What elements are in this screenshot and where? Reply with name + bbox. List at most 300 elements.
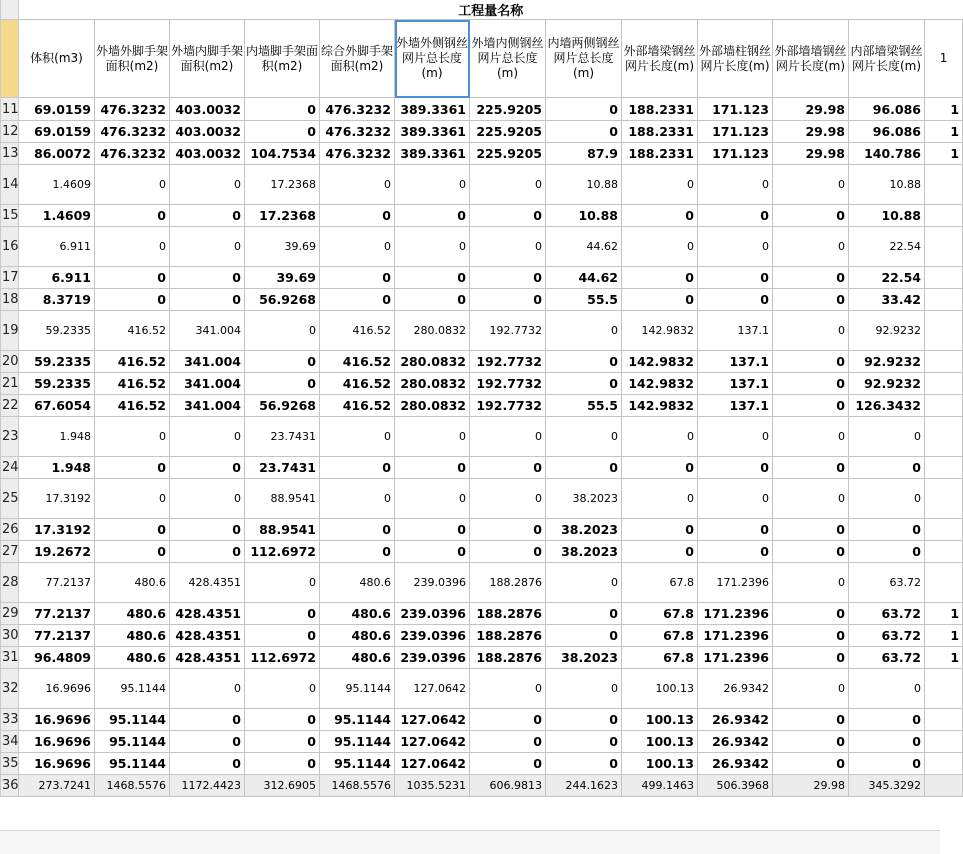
row-number[interactable]: 29 (1, 603, 19, 625)
cell[interactable]: 1 (925, 98, 963, 121)
cell[interactable]: 59.2335 (19, 351, 95, 373)
cell[interactable]: 0 (546, 351, 622, 373)
cell[interactable]: 0 (170, 289, 245, 311)
cell[interactable]: 38.2023 (546, 541, 622, 563)
cell[interactable]: 100.13 (622, 709, 698, 731)
row-number[interactable]: 22 (1, 395, 19, 417)
cell[interactable]: 104.7534 (245, 143, 320, 165)
cell[interactable]: 0 (698, 205, 773, 227)
cell[interactable]: 188.2331 (622, 121, 698, 143)
cell[interactable]: 0 (395, 479, 470, 519)
cell[interactable]: 225.9205 (470, 98, 546, 121)
cell[interactable]: 0 (849, 753, 925, 775)
cell[interactable]: 239.0396 (395, 647, 470, 669)
cell[interactable]: 0 (245, 669, 320, 709)
cell[interactable]: 0 (170, 479, 245, 519)
cell[interactable]: 0 (773, 541, 849, 563)
cell[interactable]: 341.004 (170, 311, 245, 351)
cell[interactable]: 389.3361 (395, 143, 470, 165)
cell[interactable]: 137.1 (698, 311, 773, 351)
cell[interactable]: 0 (170, 669, 245, 709)
cell[interactable]: 0 (773, 457, 849, 479)
cell[interactable]: 63.72 (849, 563, 925, 603)
cell[interactable]: 92.9232 (849, 311, 925, 351)
cell[interactable]: 499.1463 (622, 775, 698, 797)
column-header[interactable]: 1 (925, 20, 963, 98)
cell[interactable]: 0 (245, 98, 320, 121)
cell[interactable] (925, 395, 963, 417)
cell[interactable]: 44.62 (546, 267, 622, 289)
cell[interactable] (925, 541, 963, 563)
cell[interactable]: 1035.5231 (395, 775, 470, 797)
cell[interactable]: 0 (546, 709, 622, 731)
cell[interactable]: 55.5 (546, 395, 622, 417)
cell[interactable]: 127.0642 (395, 731, 470, 753)
cell[interactable]: 87.9 (546, 143, 622, 165)
cell[interactable]: 480.6 (95, 603, 170, 625)
column-header[interactable]: 体积(m3) (19, 20, 95, 98)
cell[interactable]: 0 (470, 519, 546, 541)
cell[interactable]: 95.1144 (95, 753, 170, 775)
cell[interactable]: 0 (773, 227, 849, 267)
cell[interactable]: 0 (245, 603, 320, 625)
cell[interactable]: 0 (698, 267, 773, 289)
cell[interactable]: 0 (698, 479, 773, 519)
sheet-title[interactable]: 工程量名称 (19, 0, 963, 20)
cell[interactable]: 0 (320, 205, 395, 227)
cell[interactable]: 171.2396 (698, 625, 773, 647)
cell[interactable] (925, 417, 963, 457)
cell[interactable]: 1.4609 (19, 205, 95, 227)
cell[interactable] (925, 351, 963, 373)
cell[interactable]: 17.3192 (19, 519, 95, 541)
cell[interactable]: 0 (622, 479, 698, 519)
cell[interactable]: 0 (395, 205, 470, 227)
cell[interactable]: 0 (95, 289, 170, 311)
cell[interactable]: 1172.4423 (170, 775, 245, 797)
cell[interactable]: 239.0396 (395, 625, 470, 647)
cell[interactable]: 0 (773, 351, 849, 373)
column-header[interactable]: 外墙内脚手架面积(m2) (170, 20, 245, 98)
cell[interactable]: 480.6 (95, 625, 170, 647)
cell[interactable]: 0 (622, 541, 698, 563)
cell[interactable]: 0 (170, 417, 245, 457)
row-number[interactable]: 11 (1, 98, 19, 121)
cell[interactable]: 345.3292 (849, 775, 925, 797)
cell[interactable]: 0 (245, 753, 320, 775)
cell[interactable]: 92.9232 (849, 351, 925, 373)
cell[interactable]: 0 (395, 267, 470, 289)
cell[interactable]: 26.9342 (698, 731, 773, 753)
cell[interactable]: 19.2672 (19, 541, 95, 563)
cell[interactable]: 0 (773, 267, 849, 289)
cell[interactable]: 403.0032 (170, 143, 245, 165)
cell[interactable]: 280.0832 (395, 373, 470, 395)
row-number[interactable]: 36 (1, 775, 19, 797)
row-number[interactable]: 28 (1, 563, 19, 603)
cell[interactable]: 0 (245, 709, 320, 731)
row-number[interactable]: 30 (1, 625, 19, 647)
cell[interactable]: 0 (773, 289, 849, 311)
cell[interactable]: 26.9342 (698, 709, 773, 731)
cell[interactable]: 0 (95, 227, 170, 267)
cell[interactable]: 10.88 (546, 165, 622, 205)
cell[interactable]: 0 (622, 205, 698, 227)
cell[interactable]: 0 (773, 669, 849, 709)
cell[interactable]: 416.52 (95, 351, 170, 373)
cell[interactable]: 0 (245, 731, 320, 753)
cell[interactable]: 0 (95, 417, 170, 457)
cell[interactable]: 428.4351 (170, 563, 245, 603)
cell[interactable]: 192.7732 (470, 395, 546, 417)
cell[interactable]: 476.3232 (320, 143, 395, 165)
cell[interactable]: 0 (849, 417, 925, 457)
cell[interactable]: 0 (170, 709, 245, 731)
cell[interactable]: 55.5 (546, 289, 622, 311)
cell[interactable]: 0 (849, 457, 925, 479)
cell[interactable]: 0 (546, 625, 622, 647)
cell[interactable]: 171.2396 (698, 603, 773, 625)
cell[interactable] (925, 165, 963, 205)
cell[interactable]: 0 (773, 165, 849, 205)
cell[interactable]: 16.9696 (19, 709, 95, 731)
row-number[interactable]: 31 (1, 647, 19, 669)
cell[interactable]: 1468.5576 (320, 775, 395, 797)
cell[interactable]: 1 (925, 121, 963, 143)
cell[interactable]: 0 (320, 267, 395, 289)
cell[interactable]: 95.1144 (95, 731, 170, 753)
cell[interactable] (925, 205, 963, 227)
cell[interactable]: 1.948 (19, 417, 95, 457)
cell[interactable] (925, 563, 963, 603)
cell[interactable]: 244.1623 (546, 775, 622, 797)
cell[interactable]: 0 (622, 417, 698, 457)
cell[interactable]: 6.911 (19, 267, 95, 289)
column-header[interactable]: 内墙两侧钢丝网片总长度(m) (546, 20, 622, 98)
row-number[interactable]: 27 (1, 541, 19, 563)
cell[interactable]: 0 (773, 205, 849, 227)
cell[interactable]: 0 (245, 373, 320, 395)
cell[interactable]: 0 (470, 709, 546, 731)
cell[interactable]: 476.3232 (320, 98, 395, 121)
cell[interactable]: 22.54 (849, 227, 925, 267)
column-header[interactable]: 外部墙梁钢丝网片长度(m) (622, 20, 698, 98)
cell[interactable]: 10.88 (849, 165, 925, 205)
cell[interactable]: 225.9205 (470, 121, 546, 143)
cell[interactable]: 416.52 (320, 351, 395, 373)
cell[interactable]: 38.2023 (546, 519, 622, 541)
row-number[interactable]: 32 (1, 669, 19, 709)
cell[interactable]: 0 (320, 227, 395, 267)
cell[interactable]: 0 (546, 669, 622, 709)
cell[interactable]: 59.2335 (19, 373, 95, 395)
cell[interactable]: 0 (395, 165, 470, 205)
row-number[interactable]: 21 (1, 373, 19, 395)
cell[interactable]: 127.0642 (395, 669, 470, 709)
cell[interactable]: 0 (849, 519, 925, 541)
cell[interactable]: 0 (546, 121, 622, 143)
cell[interactable]: 95.1144 (320, 731, 395, 753)
cell[interactable]: 63.72 (849, 603, 925, 625)
cell[interactable]: 142.9832 (622, 373, 698, 395)
cell[interactable]: 96.086 (849, 121, 925, 143)
cell[interactable]: 56.9268 (245, 289, 320, 311)
cell[interactable]: 0 (320, 519, 395, 541)
cell[interactable]: 416.52 (95, 373, 170, 395)
column-header[interactable]: 外墙外侧钢丝网片总长度(m) (395, 20, 470, 98)
cell[interactable]: 0 (320, 165, 395, 205)
cell[interactable]: 0 (470, 479, 546, 519)
cell[interactable]: 0 (849, 541, 925, 563)
cell[interactable] (925, 311, 963, 351)
cell[interactable]: 0 (773, 709, 849, 731)
cell[interactable]: 0 (698, 289, 773, 311)
cell[interactable]: 0 (170, 457, 245, 479)
cell[interactable] (925, 267, 963, 289)
cell[interactable]: 38.2023 (546, 647, 622, 669)
cell[interactable]: 506.3968 (698, 775, 773, 797)
cell[interactable]: 95.1144 (95, 709, 170, 731)
cell[interactable]: 0 (320, 417, 395, 457)
cell[interactable]: 0 (470, 267, 546, 289)
cell[interactable]: 476.3232 (95, 121, 170, 143)
cell[interactable]: 100.13 (622, 669, 698, 709)
cell[interactable]: 188.2876 (470, 563, 546, 603)
cell[interactable]: 142.9832 (622, 395, 698, 417)
cell[interactable]: 0 (773, 647, 849, 669)
cell[interactable]: 0 (470, 289, 546, 311)
cell[interactable]: 0 (546, 731, 622, 753)
cell[interactable]: 280.0832 (395, 311, 470, 351)
cell[interactable]: 0 (622, 267, 698, 289)
cell[interactable]: 428.4351 (170, 603, 245, 625)
cell[interactable]: 96.4809 (19, 647, 95, 669)
cell[interactable]: 0 (470, 417, 546, 457)
row-number[interactable]: 23 (1, 417, 19, 457)
cell[interactable] (925, 227, 963, 267)
cell[interactable]: 389.3361 (395, 121, 470, 143)
cell[interactable]: 0 (170, 205, 245, 227)
cell[interactable]: 389.3361 (395, 98, 470, 121)
cell[interactable]: 0 (170, 267, 245, 289)
cell[interactable]: 0 (170, 519, 245, 541)
cell[interactable]: 0 (698, 519, 773, 541)
cell[interactable] (925, 457, 963, 479)
cell[interactable]: 0 (470, 541, 546, 563)
cell[interactable]: 8.3719 (19, 289, 95, 311)
cell[interactable]: 188.2876 (470, 625, 546, 647)
cell[interactable]: 17.2368 (245, 205, 320, 227)
cell[interactable]: 0 (773, 479, 849, 519)
cell[interactable]: 480.6 (95, 647, 170, 669)
row-number[interactable]: 19 (1, 311, 19, 351)
cell[interactable]: 480.6 (320, 563, 395, 603)
cell[interactable]: 273.7241 (19, 775, 95, 797)
cell[interactable]: 403.0032 (170, 121, 245, 143)
cell[interactable]: 38.2023 (546, 479, 622, 519)
row-number[interactable]: 15 (1, 205, 19, 227)
cell[interactable]: 480.6 (95, 563, 170, 603)
cell[interactable]: 140.786 (849, 143, 925, 165)
cell[interactable]: 0 (546, 753, 622, 775)
cell[interactable]: 33.42 (849, 289, 925, 311)
cell[interactable]: 0 (698, 541, 773, 563)
cell[interactable]: 1 (925, 143, 963, 165)
cell[interactable]: 63.72 (849, 625, 925, 647)
cell[interactable]: 0 (95, 267, 170, 289)
cell[interactable] (925, 479, 963, 519)
cell[interactable]: 0 (170, 731, 245, 753)
row-number[interactable]: 20 (1, 351, 19, 373)
cell[interactable]: 95.1144 (95, 669, 170, 709)
cell[interactable]: 29.98 (773, 143, 849, 165)
cell[interactable]: 39.69 (245, 227, 320, 267)
cell[interactable]: 137.1 (698, 395, 773, 417)
cell[interactable]: 67.8 (622, 563, 698, 603)
cell[interactable] (925, 775, 963, 797)
cell[interactable]: 112.6972 (245, 647, 320, 669)
cell[interactable]: 0 (622, 519, 698, 541)
cell[interactable]: 6.911 (19, 227, 95, 267)
cell[interactable]: 0 (320, 457, 395, 479)
cell[interactable]: 95.1144 (320, 709, 395, 731)
cell[interactable]: 88.9541 (245, 519, 320, 541)
cell[interactable]: 0 (773, 753, 849, 775)
cell[interactable]: 280.0832 (395, 395, 470, 417)
cell[interactable]: 69.0159 (19, 121, 95, 143)
cell[interactable] (925, 731, 963, 753)
cell[interactable]: 476.3232 (95, 143, 170, 165)
cell[interactable]: 59.2335 (19, 311, 95, 351)
cell[interactable]: 100.13 (622, 753, 698, 775)
cell[interactable]: 171.2396 (698, 563, 773, 603)
cell[interactable]: 192.7732 (470, 311, 546, 351)
cell[interactable]: 0 (622, 457, 698, 479)
cell[interactable]: 416.52 (320, 373, 395, 395)
row-number[interactable]: 25 (1, 479, 19, 519)
cell[interactable]: 96.086 (849, 98, 925, 121)
cell[interactable]: 403.0032 (170, 98, 245, 121)
cell[interactable]: 0 (245, 311, 320, 351)
row-number[interactable]: 14 (1, 165, 19, 205)
cell[interactable]: 126.3432 (849, 395, 925, 417)
cell[interactable]: 0 (773, 519, 849, 541)
cell[interactable]: 77.2137 (19, 563, 95, 603)
cell[interactable]: 341.004 (170, 395, 245, 417)
cell[interactable]: 95.1144 (320, 669, 395, 709)
cell[interactable]: 16.9696 (19, 669, 95, 709)
cell[interactable]: 0 (546, 311, 622, 351)
column-header[interactable]: 综合外脚手架面积(m2) (320, 20, 395, 98)
cell[interactable]: 1 (925, 647, 963, 669)
cell[interactable]: 0 (773, 563, 849, 603)
cell[interactable]: 86.0072 (19, 143, 95, 165)
cell[interactable]: 127.0642 (395, 709, 470, 731)
cell[interactable]: 0 (546, 603, 622, 625)
row-number[interactable]: 33 (1, 709, 19, 731)
cell[interactable]: 0 (849, 479, 925, 519)
cell[interactable]: 67.8 (622, 647, 698, 669)
cell[interactable]: 0 (773, 603, 849, 625)
cell[interactable]: 188.2331 (622, 143, 698, 165)
cell[interactable]: 0 (698, 457, 773, 479)
cell[interactable]: 0 (470, 205, 546, 227)
cell[interactable]: 0 (245, 351, 320, 373)
cell[interactable]: 280.0832 (395, 351, 470, 373)
cell[interactable]: 1468.5576 (95, 775, 170, 797)
cell[interactable]: 0 (395, 289, 470, 311)
cell[interactable]: 476.3232 (95, 98, 170, 121)
cell[interactable]: 0 (849, 709, 925, 731)
cell[interactable]: 0 (245, 563, 320, 603)
cell[interactable]: 26.9342 (698, 669, 773, 709)
column-header[interactable]: 内墙脚手架面积(m2) (245, 20, 320, 98)
cell[interactable]: 0 (546, 457, 622, 479)
row-number[interactable]: 24 (1, 457, 19, 479)
cell[interactable]: 606.9813 (470, 775, 546, 797)
cell[interactable]: 67.6054 (19, 395, 95, 417)
cell[interactable]: 428.4351 (170, 625, 245, 647)
cell[interactable]: 171.2396 (698, 647, 773, 669)
cell[interactable]: 17.3192 (19, 479, 95, 519)
cell[interactable]: 16.9696 (19, 731, 95, 753)
row-number[interactable]: 26 (1, 519, 19, 541)
cell[interactable]: 0 (395, 541, 470, 563)
cell[interactable]: 0 (773, 395, 849, 417)
row-number[interactable]: 17 (1, 267, 19, 289)
cell[interactable] (925, 669, 963, 709)
cell[interactable]: 44.62 (546, 227, 622, 267)
cell[interactable]: 10.88 (849, 205, 925, 227)
cell[interactable]: 188.2331 (622, 98, 698, 121)
cell[interactable]: 0 (546, 563, 622, 603)
cell[interactable]: 0 (773, 731, 849, 753)
cell[interactable]: 56.9268 (245, 395, 320, 417)
cell[interactable]: 0 (470, 165, 546, 205)
cell[interactable]: 171.123 (698, 143, 773, 165)
cell[interactable]: 428.4351 (170, 647, 245, 669)
cell[interactable]: 416.52 (320, 395, 395, 417)
cell[interactable]: 192.7732 (470, 373, 546, 395)
cell[interactable]: 0 (622, 227, 698, 267)
cell[interactable]: 142.9832 (622, 311, 698, 351)
cell[interactable]: 0 (95, 479, 170, 519)
column-header[interactable]: 外部墙柱钢丝网片长度(m) (698, 20, 773, 98)
cell[interactable]: 0 (546, 98, 622, 121)
cell[interactable] (925, 709, 963, 731)
cell[interactable]: 77.2137 (19, 625, 95, 647)
cell[interactable]: 0 (95, 519, 170, 541)
cell[interactable]: 239.0396 (395, 603, 470, 625)
column-header[interactable]: 内部墙梁钢丝网片长度(m) (849, 20, 925, 98)
cell[interactable]: 0 (698, 165, 773, 205)
cell[interactable]: 0 (470, 227, 546, 267)
cell[interactable]: 0 (773, 311, 849, 351)
cell[interactable]: 0 (320, 541, 395, 563)
cell[interactable]: 341.004 (170, 351, 245, 373)
cell[interactable]: 112.6972 (245, 541, 320, 563)
cell[interactable]: 63.72 (849, 647, 925, 669)
cell[interactable]: 77.2137 (19, 603, 95, 625)
cell[interactable]: 171.123 (698, 121, 773, 143)
row-header[interactable] (1, 0, 19, 20)
cell[interactable]: 0 (470, 731, 546, 753)
cell[interactable]: 23.7431 (245, 417, 320, 457)
cell[interactable]: 69.0159 (19, 98, 95, 121)
cell[interactable]: 29.98 (773, 121, 849, 143)
cell[interactable]: 0 (95, 205, 170, 227)
cell[interactable]: 1 (925, 603, 963, 625)
